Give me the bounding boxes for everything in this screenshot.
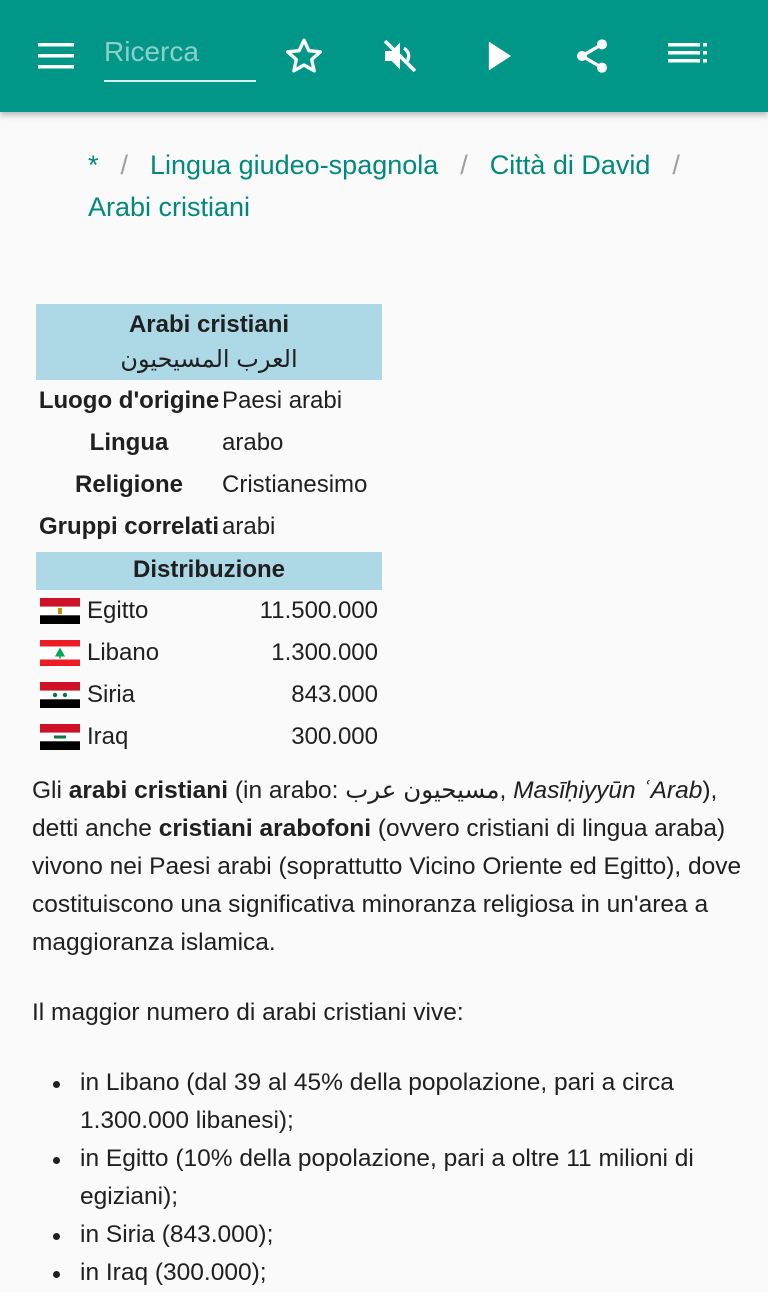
infobox-label: Gruppi correlati [38,513,220,540]
list-item: in Siria (843.000); [32,1216,742,1254]
playlist-button[interactable] [652,20,724,92]
article-paragraph-intro [32,772,742,962]
population-list [32,1064,742,1292]
breadcrumb-item-citta-di-david[interactable]: Città di David [489,150,651,180]
infobox-value[interactable]: Cristianesimo [222,471,368,498]
menu-button[interactable] [20,20,92,92]
playlist-icon [668,43,708,69]
syria-flag-icon [40,682,80,708]
infobox-value[interactable]: arabo [222,429,284,456]
distribution-country[interactable]: Libano [87,639,160,666]
iraq-flag-icon [40,724,80,750]
infobox-native-name: العرب المسيحيون [120,346,298,373]
infobox-label: Lingua [89,429,169,456]
distribution-value: 1.300.000 [271,639,378,666]
lebanon-flag-icon [40,640,80,666]
star-outline-icon [284,36,324,76]
infobox-row-language [36,422,382,464]
distribution-country[interactable]: Iraq [87,723,129,750]
infobox-value[interactable]: Paesi arabi [222,387,343,414]
distribution-header: Distribuzione [36,552,382,590]
play-icon [482,39,514,73]
arabic-term: مسيحيون عرب [345,777,500,804]
infobox-title: Arabi cristiani [128,311,290,338]
breadcrumb-separator: / [120,150,129,180]
distribution-row-syria [36,674,382,716]
distribution-value: 300.000 [291,723,378,750]
list-item: in Iraq (300.000); [32,1254,742,1292]
infobox-header [36,304,382,380]
breadcrumb-item-arabi-cristiani[interactable]: Arabi cristiani [88,192,251,222]
distribution-country[interactable]: Siria [87,681,136,708]
distribution-value: 843.000 [291,681,378,708]
infobox-row-related-groups [36,506,382,548]
text-run: Gli [32,777,69,804]
search-input[interactable] [104,28,256,76]
distribution-row-egypt [36,590,382,632]
distribution-row-iraq [36,716,382,758]
text-run: ), detti anche [32,777,718,842]
search-field[interactable] [104,28,256,82]
text-run: (ovvero cristiani di lingua araba) vivono nei Paesi arabi (soprattutto Vicino Oriente ed Egitto), dove costituiscono una significativa minoranza religiosa in un'area a maggioranza islamica. [32,815,742,956]
hamburger-menu-icon [38,43,74,69]
infobox-label: Luogo d'origine [38,387,220,414]
play-button[interactable] [462,20,534,92]
volume-off-icon [380,36,420,76]
article-body [32,772,742,1292]
list-item: in Libano (dal 39 al 45% della popolazione, pari a circa 1.300.000 libanesi); [32,1064,742,1140]
breadcrumb-separator: / [672,150,680,180]
breadcrumb-separator: / [460,150,468,180]
bold-term: cristiani arabofoni [158,815,372,842]
distribution-row-lebanon [36,632,382,674]
bold-term: arabi cristiani [68,777,229,804]
list-item: in Egitto (10% della popolazione, pari a oltre 11 milioni di egiziani); [32,1140,742,1216]
infobox-row-origin [36,380,382,422]
breadcrumb-item-lingua-giudeo-spagnola[interactable]: Lingua giudeo-spagnola [150,150,439,180]
text-run: (in arabo: [228,777,346,804]
infobox-value[interactable]: arabi [222,513,276,540]
mute-button[interactable] [364,20,436,92]
article-paragraph-list-intro: Il maggior numero di arabi cristiani vive: [32,999,464,1026]
share-icon [572,35,612,77]
distribution-value: 11.500.000 [259,597,378,624]
share-button[interactable] [556,20,628,92]
infobox-row-religion [36,464,382,506]
infobox-label: Religione [74,471,183,498]
breadcrumb-item-home[interactable]: * [88,150,99,180]
text-run: , [499,777,514,804]
infobox [36,304,382,758]
breadcrumb [88,144,738,228]
transliteration: Masīḥiyyūn ʿArab [513,777,703,804]
distribution-country[interactable]: Egitto [87,597,149,624]
article-content [0,112,768,1286]
egypt-flag-icon [40,598,80,624]
app-bar [0,0,768,112]
bookmark-button[interactable] [268,20,340,92]
